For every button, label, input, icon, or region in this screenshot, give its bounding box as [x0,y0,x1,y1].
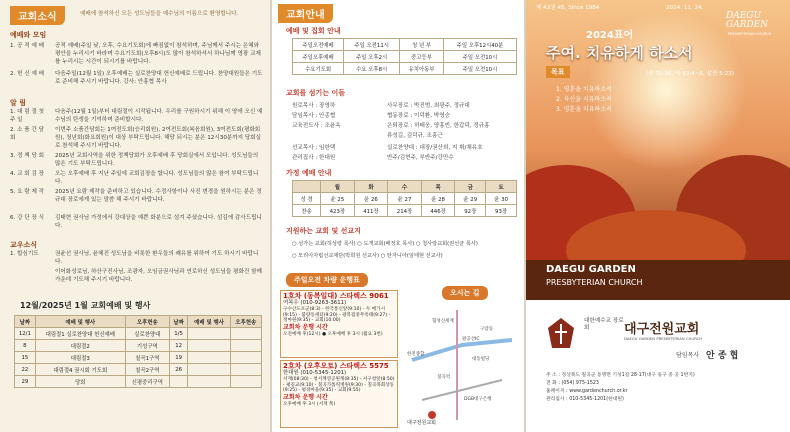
goal-tag: 목표 [546,66,570,78]
staff-entry: 선교목사 : 임한택 [292,145,336,151]
goal-item: 1. 영혼을 치유하소서 [556,86,612,93]
cell: 주일 오전10시 [443,51,516,63]
col-header: 화 [354,181,388,193]
cell [230,364,261,376]
col-header: 토 [486,181,517,193]
cell: 93장 [486,205,517,217]
cell: 윤 29 [455,193,486,205]
cell: 12/1 [15,328,36,340]
col-header: 날짜 [169,316,188,328]
cell: 기성구역 [125,340,169,352]
item-text: 다음주일(12월 1일) 오후예배는 실로찬양대 헌신예배로 드립니다. 찬양대원들은 기도로 준비해 주시기 바랍니다. 강사: 안홍협 목사 [55,71,263,85]
cell [230,340,261,352]
news-tag: 교회소식 [10,6,65,25]
item-text: 오는 오후예배 후 지난 주일에 교회김장을 합니다. 성도님들의 많은 참여 부탁드립니다. [55,171,259,185]
church-name-sub: DAEGU GARDEN PRESBYTERIAN CHURCH [624,336,703,341]
map-label: 대구전원교회 [407,420,436,426]
item-text: 다음주(12월 1일)부터 대림절이 시작됩니다. 우리를 구원하시기 위해 이 땅에 오신 예수님의 탄생을 기억하며 준비합시다. [55,109,263,123]
bus1-driver: 여복우 (010-9263-3611) [283,300,347,306]
col-header: 예배 및 행사 [35,316,125,328]
col-header [293,181,321,193]
staff-entry: 원로목사 : 장영하 [292,103,336,109]
item-label: 2. 소 품 간 담 회 [10,127,45,141]
cell: 윤 25 [321,193,355,205]
pastor-label: 담임목사 [676,352,700,359]
section-worship: 예배와 모임 [10,31,47,39]
section-members: 교우소식 [10,241,38,249]
cell: 윤 26 [354,193,388,205]
item-label: 4. 교 회 김 장 [10,171,45,177]
issue-info: 제 42권 45, Since 1984 [536,5,600,11]
col-header: 예배 및 행사 [188,316,230,328]
mission-line: ○ 성가는 교회(허성령 목사) ○ 도개교회(배정호 목사) ○ 청사랑교회(권선균 목사) [292,241,478,247]
cell: 주일 오전11시 [344,39,400,51]
location-map [402,300,520,426]
goal-item: 2. 육신을 치유하소서 [556,96,612,103]
bus1-time: 오전예배 후(12시) ● 오후예배 후 3시 (월요 3번) [283,331,383,337]
section-staff: 교회를 섬기는 이들 [286,89,345,97]
cell: 12 [169,340,188,352]
church-emblem [546,318,576,352]
item-label: 1. 합심기도 [10,251,39,257]
table-row [15,376,262,388]
bus2-card [280,360,398,428]
bus2-route: 서재(08:30) - 청서계영공원계(8:35) - 서구청앞(8:50) - 평길교(9:10) - 칠곡가톨릭병원(9:30) - 칠곡목회상동(9:25) - 평경마을(9:35) - 교회(9:55) [283,377,395,394]
cell: 29 [15,376,36,388]
cell: 수요 오후8시 [344,63,400,75]
cell [188,340,230,352]
item-label: 3. 정 책 당 회 [10,153,45,159]
cell [169,376,188,388]
church-en-2: PRESBYTERIAN CHURCH [546,278,643,287]
staff-entry: 교육전도사 : 조윤옥 [292,123,341,129]
cell: 칠곡1구역 [125,352,169,364]
address-line: 관리집사 : 010-5345-1201(한대원) [546,397,624,402]
bible-refs: (출 15:26, 사 53:4~5, 살전 5:23) [646,71,734,77]
address-line: 전 화 : (054) 975-1523 [546,381,599,386]
goal-item: 3. 영혼을 치유하소서 [556,106,612,113]
cell: 411장 [354,205,388,217]
bus1-title: 1호차 (동복일대) 스타렉스 9061 [283,292,389,300]
cell: 중고등부 [400,51,444,63]
item-label: 6. 강 단 장 식 [10,215,45,221]
cell: 대림절2 [35,340,125,352]
bus1-route: 구수산도포군(8:3) - 한국통신앞(9:10) - 두 메가시(9:15) - 불량동세터(9:20) - 광복집중무옥태(9:27) - 정마원(9:35) - 교회(10:00) [283,307,391,324]
address-line: 홈페이지 : www.gardenchurch.or.kr [546,389,628,394]
col-header: 수 [388,181,422,193]
cell: 주일 오전10시 [443,63,516,75]
table-row [15,328,262,340]
cell: 주일 오후2시 [344,51,400,63]
calendar-table [14,315,262,388]
cell: 찬송 [293,205,321,217]
section-worship-info: 예배 및 집회 안내 [286,27,341,35]
staff-entry: 실로찬양대 : 대장/권산희, 지 휘/채유호 [387,145,483,151]
logo-sub: PRESBYTERIAN CHURCH [728,32,772,36]
emblem-icon [546,318,576,352]
cell [188,328,230,340]
week-title: 2024표어 [586,30,634,41]
bus-tag: 주일오전 차량 운행표 [286,273,368,287]
cell [230,376,261,388]
logo-text: DAEGU GARDEN [726,11,769,30]
section-notice: 알 림 [10,99,26,107]
cell [188,364,230,376]
denomination: 대한예수교 장로회 [584,318,624,331]
map-label: 팔공산IC [462,337,480,342]
cell: 실로찬양대 [125,328,169,340]
cell: 윤 30 [486,193,517,205]
cell [230,328,261,340]
bus2-time-title: 교회차 운행 시간 [283,393,328,401]
table-row [15,340,262,352]
table-row [293,51,517,63]
cell: 15 [15,352,36,364]
cell: 성 경 [293,193,321,205]
table-row [293,63,517,75]
staff-entry: 류성길, 김덕규, 조홍근 [387,133,443,139]
bus2-driver: 한대원 (010-5345-1201) [283,370,347,376]
cell: 92장 [455,205,486,217]
cell: 대림절3 [35,352,125,364]
cell: 대림절4 권시회 기도회 [35,364,125,376]
map-label: 칠곡역 [437,375,451,380]
cell: 유치아동부 [400,63,444,75]
cell: 214장 [388,205,422,217]
church-en: DAEGU GARDEN [546,264,636,275]
motto: 주여. 치유하게 하소서 [546,44,693,62]
table-row [293,39,517,51]
cover-panel [526,0,790,432]
cell [230,352,261,364]
mission-line: ○ 모리아자립선교재단(박희원 선교사) ○ 탄자니아(임태현 선교사) [292,253,443,259]
home-worship-table [292,180,517,217]
item-text: 2025년 요람 제작을 준비하고 있습니다. 수정사항이나 사진 변경을 원하시는 분은 정규대 장로에게 있는 말씀 해 주시기 바랍니다. [55,189,262,203]
item-text: 공적 예배(주일 낮, 오후, 수요기도회)에 빠짐없이 참석하며, 주님께서 주시는 은혜와 평안을 누리시기 바라며 수요기도회(오후8시)도 많이 참석하셔서 하나님께 영광 교제를 누리시는 시간이 되시기를 바랍니다. [55,43,261,65]
staff-entry: 은퇴장로 : 허태웅, 양홍빈, 한갑덕, 정규홍 [387,123,490,129]
cell [188,376,230,388]
item-label: 2. 헌 신 예 배 [10,71,45,77]
col-header: 날짜 [15,316,36,328]
table-row [15,352,262,364]
cell: 8 [15,340,36,352]
cell: 신평중리구역 [125,376,169,388]
cell: 주일 오후12시40분 [443,39,516,51]
cell: 446장 [421,205,455,217]
col-header: 오후헌송 [125,316,169,328]
cell: 칠곡2구역 [125,364,169,376]
staff-entry: 사무장로 : 박진범, 최광주, 정규대 [387,103,470,109]
worship-table [292,38,517,75]
item-text: 김태현 권사님 가정에서 강대상을 예쁜 화분으로 섬겨 주셨습니다. 섬김에 감사드립니다. [55,215,262,229]
map-label: 구암동 [480,327,494,332]
col-header: 목 [421,181,455,193]
cell: 19 [169,352,188,364]
cell: 윤 28 [421,193,455,205]
staff-entry: 반주/김현주, 부반주/강만수 [387,155,454,161]
item-label: 1. 공 적 예 배 [10,43,45,49]
table-row [15,364,262,376]
item-text: 이번주 소품간담회는 1여전도회(승리회원), 2여전도회(복음회원), 3여전도회(평화회원), 청년회(화요회원)이 대상 부탁드립니다. 해당 되시는 분은 12시30분까지 당회실로 참석해 주시기 바랍니다. [55,127,262,149]
item-label: 1. 대 림 절 첫 주 일 [10,109,45,123]
church-name: 대구전원교회 [624,322,700,337]
item-text: 이어화성로님, 하산구진사님, 조광자, 오임금권사님과 연로하신 성도님들 평화건 함께 가운데 기도해 주시기 바랍니다. [55,269,262,283]
cell: 423장 [321,205,355,217]
map-label: 협성신세계 [432,319,454,324]
staff-entry: 협동장로 : 이덕환, 박영승 [387,113,451,119]
issue-date: 2024. 11. 24. [666,5,704,11]
guide-tag: 교회안내 [278,4,333,23]
table-row [293,205,517,217]
item-text: 2025년 교회사역을 위한 정책당회가 오후예배 후 당회실에서 모입니다. 성도님들의 많은 기도 부탁드립니다. [55,153,259,167]
guide-panel [272,0,524,432]
staff-entry: 담임목사 : 안종협 [292,113,336,119]
map-label: 한진종합 [407,352,425,357]
table-row [293,193,517,205]
cell: 1/5 [169,328,188,340]
staff-entry: 관리집사 : 한대원 [292,155,336,161]
intro-text: 예배에 참석하신 모든 성도님들을 예수님의 이름으로 환영합니다. [80,11,239,17]
cell: 당회 [35,376,125,388]
cell [188,352,230,364]
bus2-title: 2호차 (오후오토) 스타렉스 5575 [283,362,389,370]
pastor-name: 안 종 협 [706,351,739,361]
calendar-title: 12월/2025년 1월 교회예배 및 행사 [20,301,151,310]
cell: 수요기도회 [293,63,344,75]
cell: 윤 27 [388,193,422,205]
cell: 주일오전예배 [293,39,344,51]
bus1-card [280,290,398,358]
cell: 22 [15,364,36,376]
col-header: 오후헌송 [230,316,261,328]
section-home-worship: 가정 예배 안내 [286,169,332,177]
col-header: 금 [455,181,486,193]
section-missions: 지원하는 교회 및 선교지 [286,227,361,235]
bus1-time-title: 교회차 운행 시간 [283,323,328,331]
col-header: 월 [321,181,355,193]
cell: 대림절1 실로찬양대 헌신예배 [35,328,125,340]
map-label: 대동빌딩 [472,357,490,362]
item-label: 5. 요 람 제 작 [10,189,45,195]
item-text: 권윤선 권사님, 윤혜진 성도님을 비롯한 환우들의 쾌유를 위하여 기도 하시기 바랍니다. [55,251,259,265]
map-label: DGB대구은행 [464,397,492,402]
church-pin [428,411,436,419]
map-tag: 오시는 길 [442,286,488,300]
news-panel [0,0,270,432]
cell: 주일오후예배 [293,51,344,63]
cell: 청 년 부 [400,39,444,51]
address-line: 주 소 : 경상북도 칠곡군 동명면 기성1길 28-17(대구 동구 중 공 1번지) [546,373,695,378]
cell: 26 [169,364,188,376]
bus2-time: 오후예배 후 3시 (서재 쪽) [283,401,336,407]
map-bg [402,300,520,426]
